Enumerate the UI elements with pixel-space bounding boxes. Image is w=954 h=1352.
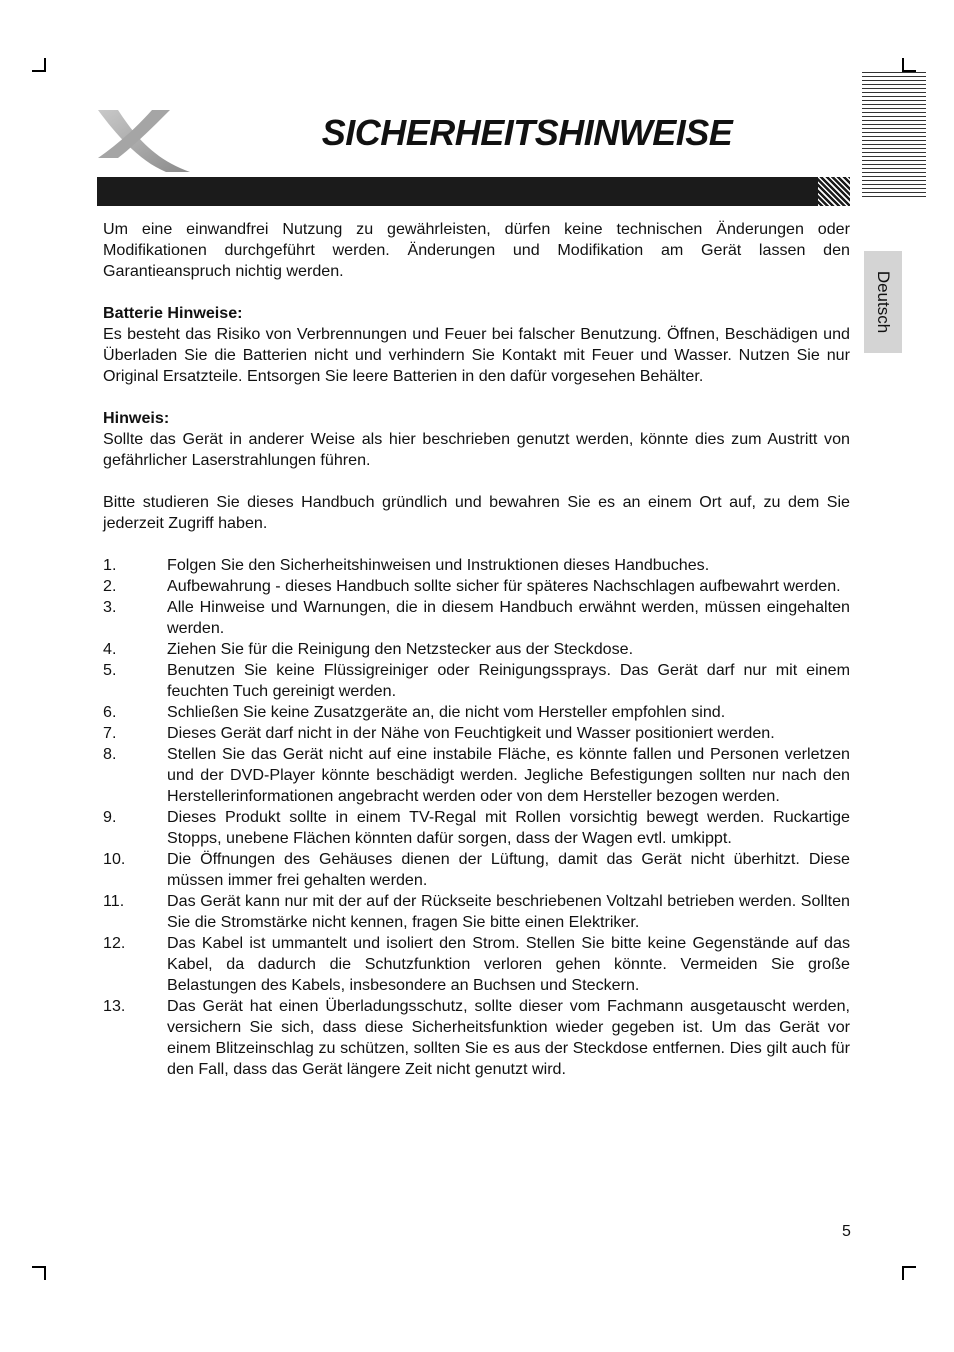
list-number: 2. [103,577,117,595]
list-text: Stellen Sie das Gerät nicht auf eine instabile Fläche, es könnte fallen und Personen verletzen und der DVD-Player könnte beschädigt werden. Jegliche Befestigungen sollten nur nach den Herstellerinformationen angebracht werden oder von dem Hersteller bezogen werden. [167,745,850,805]
list-number: 7. [103,724,117,742]
list-item [103,597,850,639]
list-item [103,639,850,660]
list-number: 9. [103,808,117,826]
page-title: SICHERHEITSHINWEISE [321,112,733,153]
list-item [103,807,850,849]
page-number: 5 [842,1223,851,1240]
list-text: Folgen Sie den Sicherheitshinweisen und Instruktionen dieses Handbuches. [167,556,710,574]
list-number: 5. [103,661,117,679]
manual-paragraph: Bitte studieren Sie dieses Handbuch gründlich und bewahren Sie es an einem Ort auf, zu dem Sie jederzeit Zugriff haben. [103,493,850,532]
list-number: 3. [103,598,117,616]
note-paragraph: Sollte das Gerät in anderer Weise als hier beschrieben genutzt werden, könnte dies zum Austritt von gefährlicher Laserstrahlungen führen. [103,430,850,469]
language-tab [864,251,902,353]
list-number: 12. [103,934,126,952]
list-text: Alle Hinweise und Warnungen, die in diesem Handbuch erwähnt werden, müssen eingehalten werden. [167,598,850,637]
list-item [103,849,850,891]
list-number: 6. [103,703,117,721]
list-number: 1. [103,556,117,574]
list-text: Aufbewahrung - dieses Handbuch sollte sicher für späteres Nachschlagen aufbewahrt werden. [167,577,841,595]
list-text: Dieses Gerät darf nicht in der Nähe von Feuchtigkeit und Wasser positioniert werden. [167,724,775,742]
battery-paragraph: Es besteht das Risiko von Verbrennungen und Feuer bei falscher Benutzung. Öffnen, Beschädigen und Überladen Sie die Batterien nicht und verhindern Sie Kontakt mit Feuer und Wasser. Nutzen Sie nur Original Ersatzteile. Entsorgen Sie leere Batterien in den dafür vorgesehen Behälter. [103,325,850,385]
crop-mark-top-left [32,58,46,72]
list-text: Schließen Sie keine Zusatzgeräte an, die nicht vom Hersteller empfohlen sind. [167,703,726,721]
list-number: 10. [103,850,126,868]
list-text: Dieses Produkt sollte in einem TV-Regal mit Rollen vorsichtig bewegt werden. Ruckartige Stopps, unebene Flächen könnten dafür sorgen, dass der Wagen evtl. umkippt. [167,808,850,847]
safety-list [103,555,850,1080]
list-item [103,744,850,807]
note-heading: Hinweis: [103,409,170,427]
list-item [103,555,850,576]
main-content [103,219,850,1080]
battery-heading: Batterie Hinweise: [103,304,243,322]
list-text: Das Gerät kann nur mit der auf der Rückseite beschriebenen Voltzahl betrieben werden. Sollten Sie die Stromstärke nicht kennen, fragen Sie bitte einen Elektriker. [167,892,850,931]
list-item [103,660,850,702]
list-text: Die Öffnungen des Gehäuses dienen der Lüftung, damit das Gerät nicht überhitzt. Diese müssen immer frei gehalten werden. [167,850,850,889]
list-number: 4. [103,640,117,658]
crop-mark-bottom-right [902,1266,916,1280]
list-number: 8. [103,745,117,763]
list-item [103,933,850,996]
language-tab-label: Deutsch [874,270,893,334]
list-number: 11. [103,892,125,910]
list-item [103,996,850,1080]
list-text: Das Gerät hat einen Überladungsschutz, sollte dieser vom Fachmann ausgetauscht werden, versichern Sie sich, dass diese Sicherheitsfunktion wieder gegeben ist. Um das Gerät vor einem Blitzeinschlag zu schützen, sollten Sie es aus der Steckdose entfernen. Dies gilt auch für den Fall, dass das Gerät längere Zeit nicht genutzt wird. [167,997,850,1078]
intro-paragraph: Um eine einwandfrei Nutzung zu gewährleisten, dürfen keine technischen Änderungen oder Modifikationen durchgeführt werden. Änderungen und Modifikation am Gerät lassen den Garantieanspruch nichtig werden. [103,220,850,280]
list-text: Benutzen Sie keine Flüssigreiniger oder Reinigungssprays. Das Gerät darf nur mit einem feuchten Tuch gereinigt werden. [167,661,850,700]
crop-mark-top-right [902,58,916,72]
list-text: Ziehen Sie für die Reinigung den Netzstecker aus der Steckdose. [167,640,634,658]
list-item [103,723,850,744]
list-text: Das Kabel ist ummantelt und isoliert den Strom. Stellen Sie bitte keine Gegenstände auf das Kabel, da dadurch die Schutzfunktion verloren gehen könnte. Vermeiden Sie große Belastungen des Kabels, insbesondere an Buchsen und Steckern. [167,934,850,994]
list-item [103,576,850,597]
list-item [103,891,850,933]
list-item [103,702,850,723]
crop-mark-bottom-left [32,1266,46,1280]
title-bar-pattern [818,177,850,206]
list-number: 13. [103,997,126,1015]
title-bar [97,177,850,206]
